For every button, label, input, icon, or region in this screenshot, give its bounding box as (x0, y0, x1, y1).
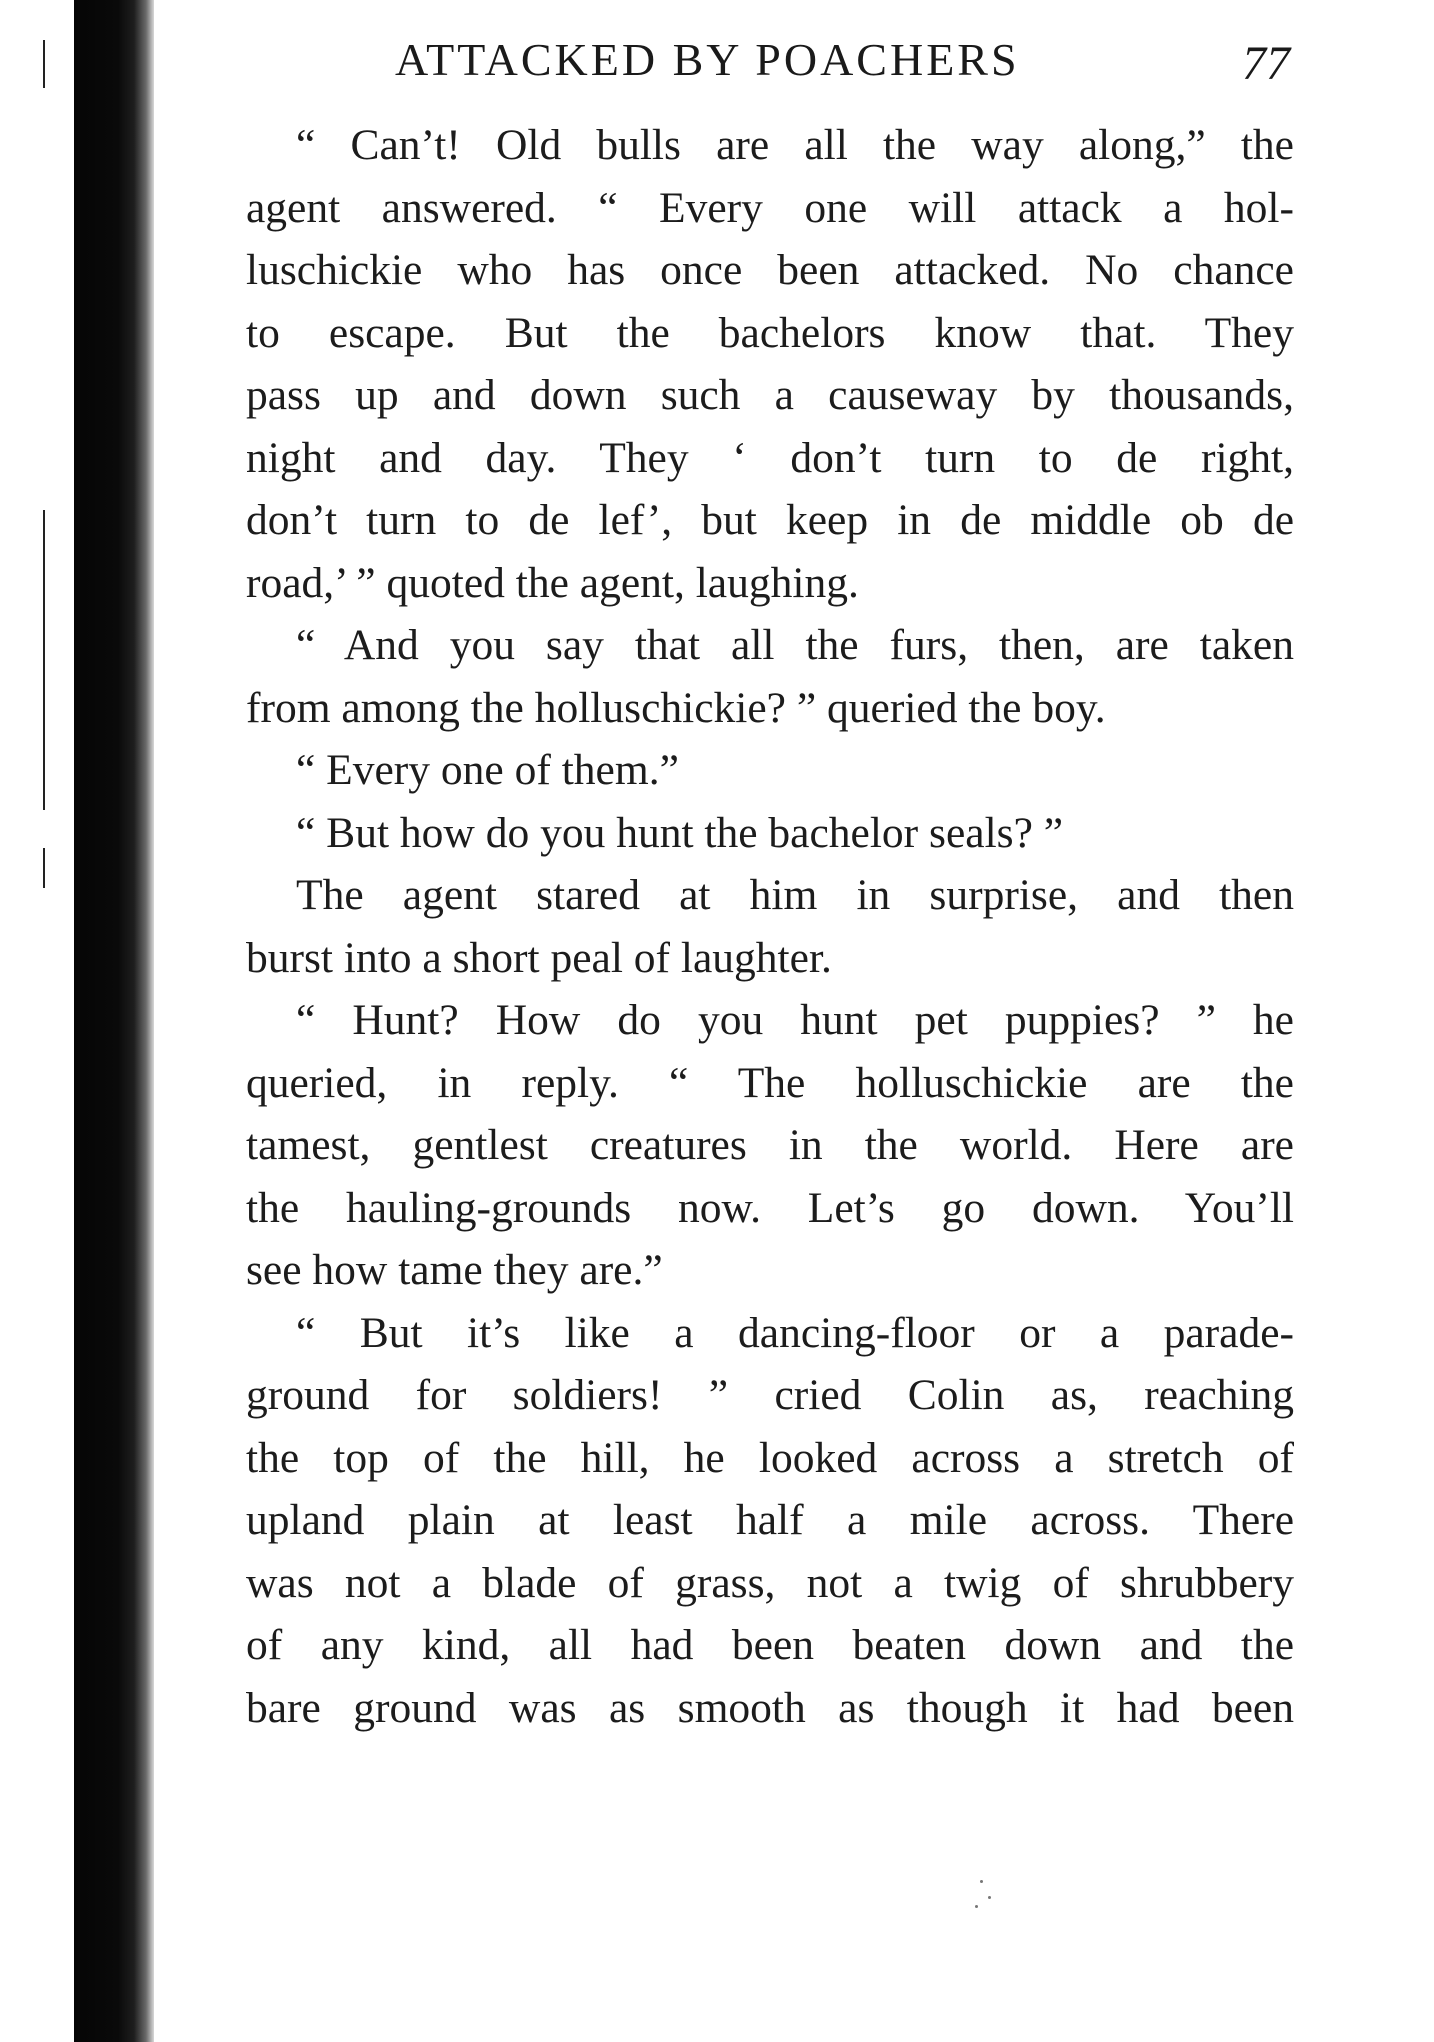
running-title: ATTACKED BY POACHERS (395, 34, 1020, 85)
text-line: “ But how do you hunt the bachelor seals? ” (296, 808, 1064, 857)
text-line: The agent stared at him in surprise, and then (296, 871, 1294, 919)
page-edge-line-1 (43, 40, 45, 88)
text-line: don’t turn to de lef’, but keep in de middle ob de (246, 496, 1294, 544)
book-binding-shadow (74, 0, 154, 2042)
text-line: “ Hunt? How do you hunt pet puppies? ” he (296, 996, 1294, 1044)
text-line: “ And you say that all the furs, then, are taken (296, 621, 1294, 669)
text-line: queried, in reply. “ The holluschickie are the (246, 1058, 1294, 1107)
text-line: burst into a short peal of laughter. (246, 933, 832, 982)
text-line: the top of the hill, he looked across a stretch of (246, 1433, 1294, 1482)
page-header (395, 30, 1290, 90)
text-line: upland plain at least half a mile across. There (246, 1496, 1294, 1544)
text-line: from among the holluschickie? ” queried the boy. (246, 683, 1106, 732)
text-line: see how tame they are.” (246, 1246, 663, 1294)
text-line: ground for soldiers! ” cried Colin as, reaching (246, 1371, 1294, 1419)
text-line: night and day. They ‘ don’t turn to de right, (246, 433, 1294, 482)
text-line: to escape. But the bachelors know that. They (246, 308, 1294, 357)
text-line: luschickie who has once been attacked. No chance (246, 246, 1294, 294)
text-line: bare ground was as smooth as though it had been (246, 1683, 1294, 1732)
page-number: 77 (1242, 37, 1290, 90)
text-line: the hauling-grounds now. Let’s go down. You’ll (246, 1183, 1294, 1232)
text-line: “ Every one of them.” (296, 746, 679, 794)
text-line: pass up and down such a causeway by thousands, (246, 371, 1294, 419)
text-line: was not a blade of grass, not a twig of shrubbery (246, 1558, 1294, 1607)
text-line: “ Can’t! Old bulls are all the way along,” the (296, 121, 1294, 169)
body-text (246, 114, 1294, 1739)
scan-speck (988, 1896, 991, 1899)
text-line: agent answered. “ Every one will attack a hol- (246, 183, 1294, 232)
page-edge-line-3 (43, 848, 45, 888)
text-line: of any kind, all had been beaten down and the (246, 1621, 1294, 1669)
text-line: road,’ ” quoted the agent, laughing. (246, 558, 859, 607)
text-line: “ But it’s like a dancing-floor or a parade- (296, 1308, 1294, 1357)
text-line: tamest, gentlest creatures in the world. Here are (246, 1121, 1294, 1169)
scan-speck (980, 1880, 983, 1883)
page-edge-line-2 (43, 510, 45, 810)
scan-speck (975, 1905, 978, 1908)
